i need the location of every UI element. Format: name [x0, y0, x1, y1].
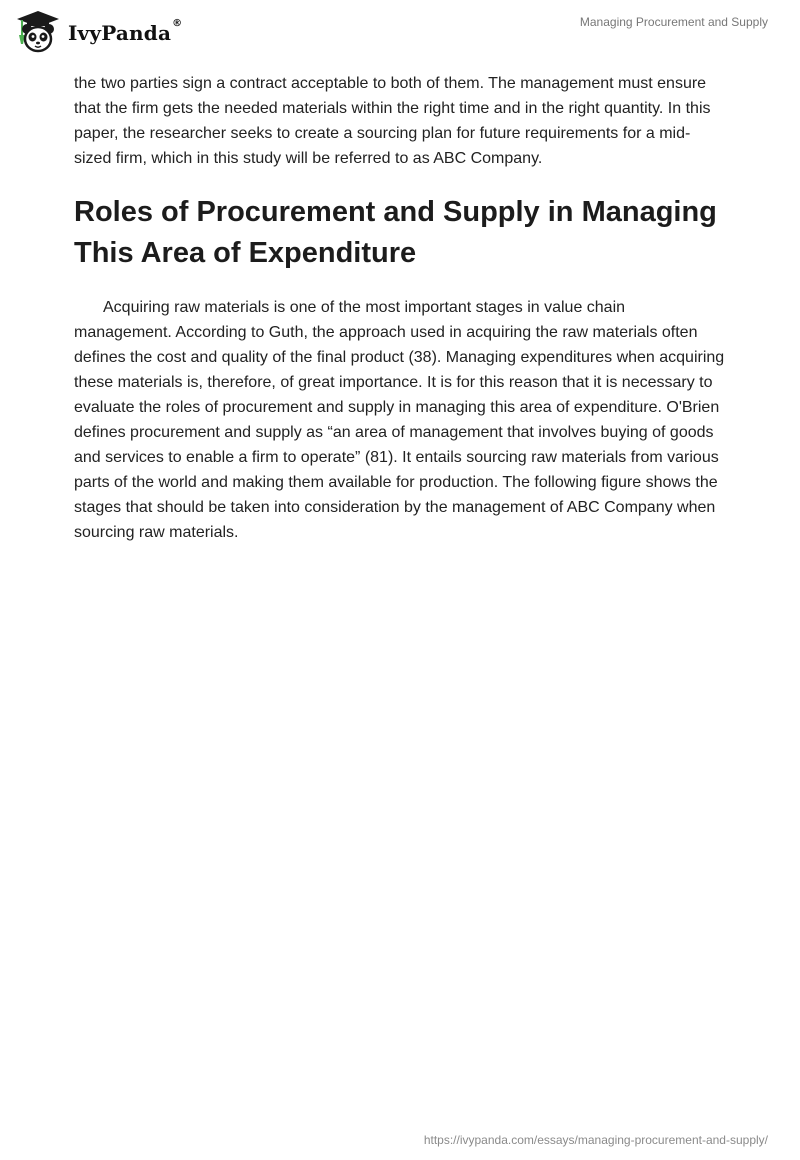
- section-heading: Roles of Procurement and Supply in Managing This Area of Expenditure: [74, 196, 717, 269]
- essay-content: [74, 71, 726, 545]
- intro-paragraph: the two parties sign a contract acceptable to both of them. The management must ensure that the firm gets the needed materials within the right time and in the right quantity. In this paper, the researcher seeks to create a sourcing plan for future requirements for a mid-sized firm, which in this study will be referred to as ABC Company.: [74, 75, 711, 167]
- ivypanda-logo[interactable]: [14, 8, 182, 56]
- footer-url-link[interactable]: https://ivypanda.com/essays/managing-procurement-and-supply/: [423, 1133, 768, 1147]
- body-paragraph: Acquiring raw materials is one of the most important stages in value chain management. According to Guth, the approach used in acquiring the raw materials often defines the cost and quality of the final product (38). Managing expenditures when acquiring these materials is, therefore, of great importance. It is for this reason that it is necessary to evaluate the roles of procurement and supply in managing this area of expenditure. O'Brien defines procurement and supply as “an area of management that involves buying of goods and services to enable a firm to operate” (81). It entails sourcing raw materials from various parts of the world and making them available for production. The following figure shows the stages that should be taken into consideration by the management of ABC Company when sourcing raw materials.: [74, 299, 725, 541]
- panda-graduation-cap-icon: [14, 8, 62, 56]
- running-title: Managing Procurement and Supply: [579, 15, 768, 29]
- registered-mark: ®: [172, 17, 183, 29]
- page-header: [0, 0, 800, 60]
- logo-wordmark: IvyPanda: [68, 21, 172, 45]
